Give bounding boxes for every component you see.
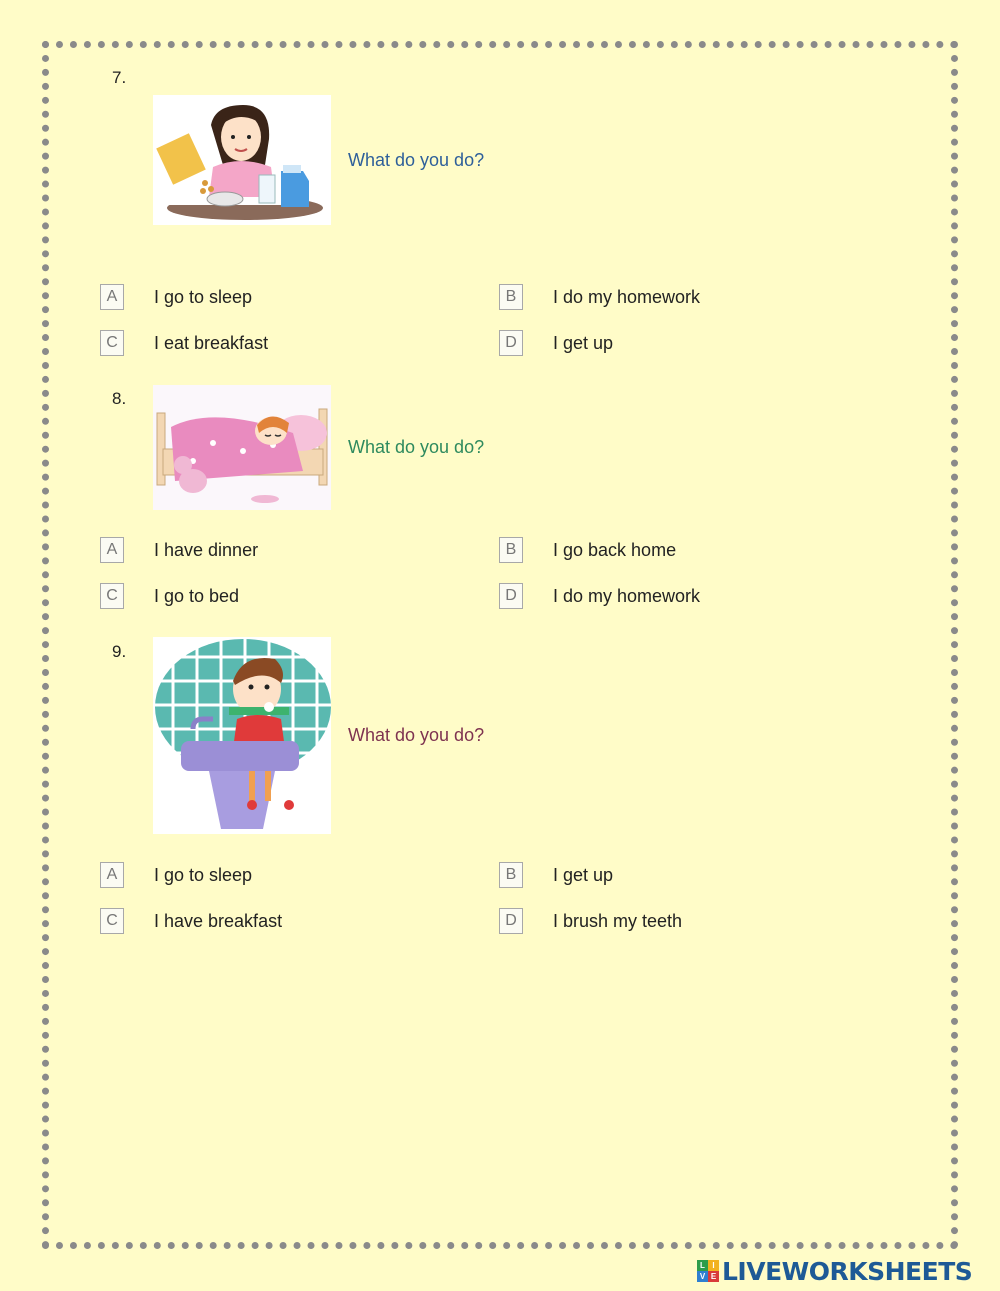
option-7c-letter[interactable]: C — [100, 330, 124, 356]
liveworksheets-logo[interactable] — [697, 1256, 972, 1286]
question-7-number: 7. — [112, 68, 127, 87]
option-9d-letter[interactable]: D — [499, 908, 523, 934]
option-8c-text[interactable]: I go to bed — [154, 586, 240, 606]
option-7a-letter[interactable]: A — [100, 284, 124, 310]
question-7-image-girl-breakfast — [153, 95, 331, 225]
option-8a-text[interactable]: I have dinner — [154, 540, 259, 560]
option-9b-letter[interactable]: B — [499, 862, 523, 888]
option-9c-letter[interactable]: C — [100, 908, 124, 934]
question-7-prompt: What do you do? — [348, 150, 485, 170]
question-9-image-boy-brushing-teeth — [153, 637, 331, 834]
question-8-prompt: What do you do? — [348, 437, 485, 457]
option-9d-text[interactable]: I brush my teeth — [553, 911, 683, 931]
option-8a-letter[interactable]: A — [100, 537, 124, 563]
option-8b-text[interactable]: I go back home — [553, 540, 677, 560]
option-7b-letter[interactable]: B — [499, 284, 523, 310]
option-7a-text[interactable]: I go to sleep — [154, 287, 253, 307]
option-7d-letter[interactable]: D — [499, 330, 523, 356]
option-7b-text[interactable]: I do my homework — [553, 287, 701, 307]
option-9c-text[interactable]: I have breakfast — [154, 911, 283, 931]
question-9-number: 9. — [112, 642, 127, 661]
option-7d-text[interactable]: I get up — [553, 333, 614, 353]
liveworksheets-logo-icon: L I V E — [697, 1260, 719, 1282]
option-8c-letter[interactable]: C — [100, 583, 124, 609]
question-8-image-girl-in-bed — [153, 385, 331, 510]
option-7c-text[interactable]: I eat breakfast — [154, 333, 269, 353]
option-9a-text[interactable]: I go to sleep — [154, 865, 253, 885]
question-8-number: 8. — [112, 389, 127, 408]
option-8b-letter[interactable]: B — [499, 537, 523, 563]
question-9-prompt: What do you do? — [348, 725, 485, 745]
option-9b-text[interactable]: I get up — [553, 865, 614, 885]
liveworksheets-logo-text: LIVEWORKSHEETS — [722, 1256, 973, 1286]
option-9a-letter[interactable]: A — [100, 862, 124, 888]
option-8d-letter[interactable]: D — [499, 583, 523, 609]
option-8d-text[interactable]: I do my homework — [553, 586, 701, 606]
